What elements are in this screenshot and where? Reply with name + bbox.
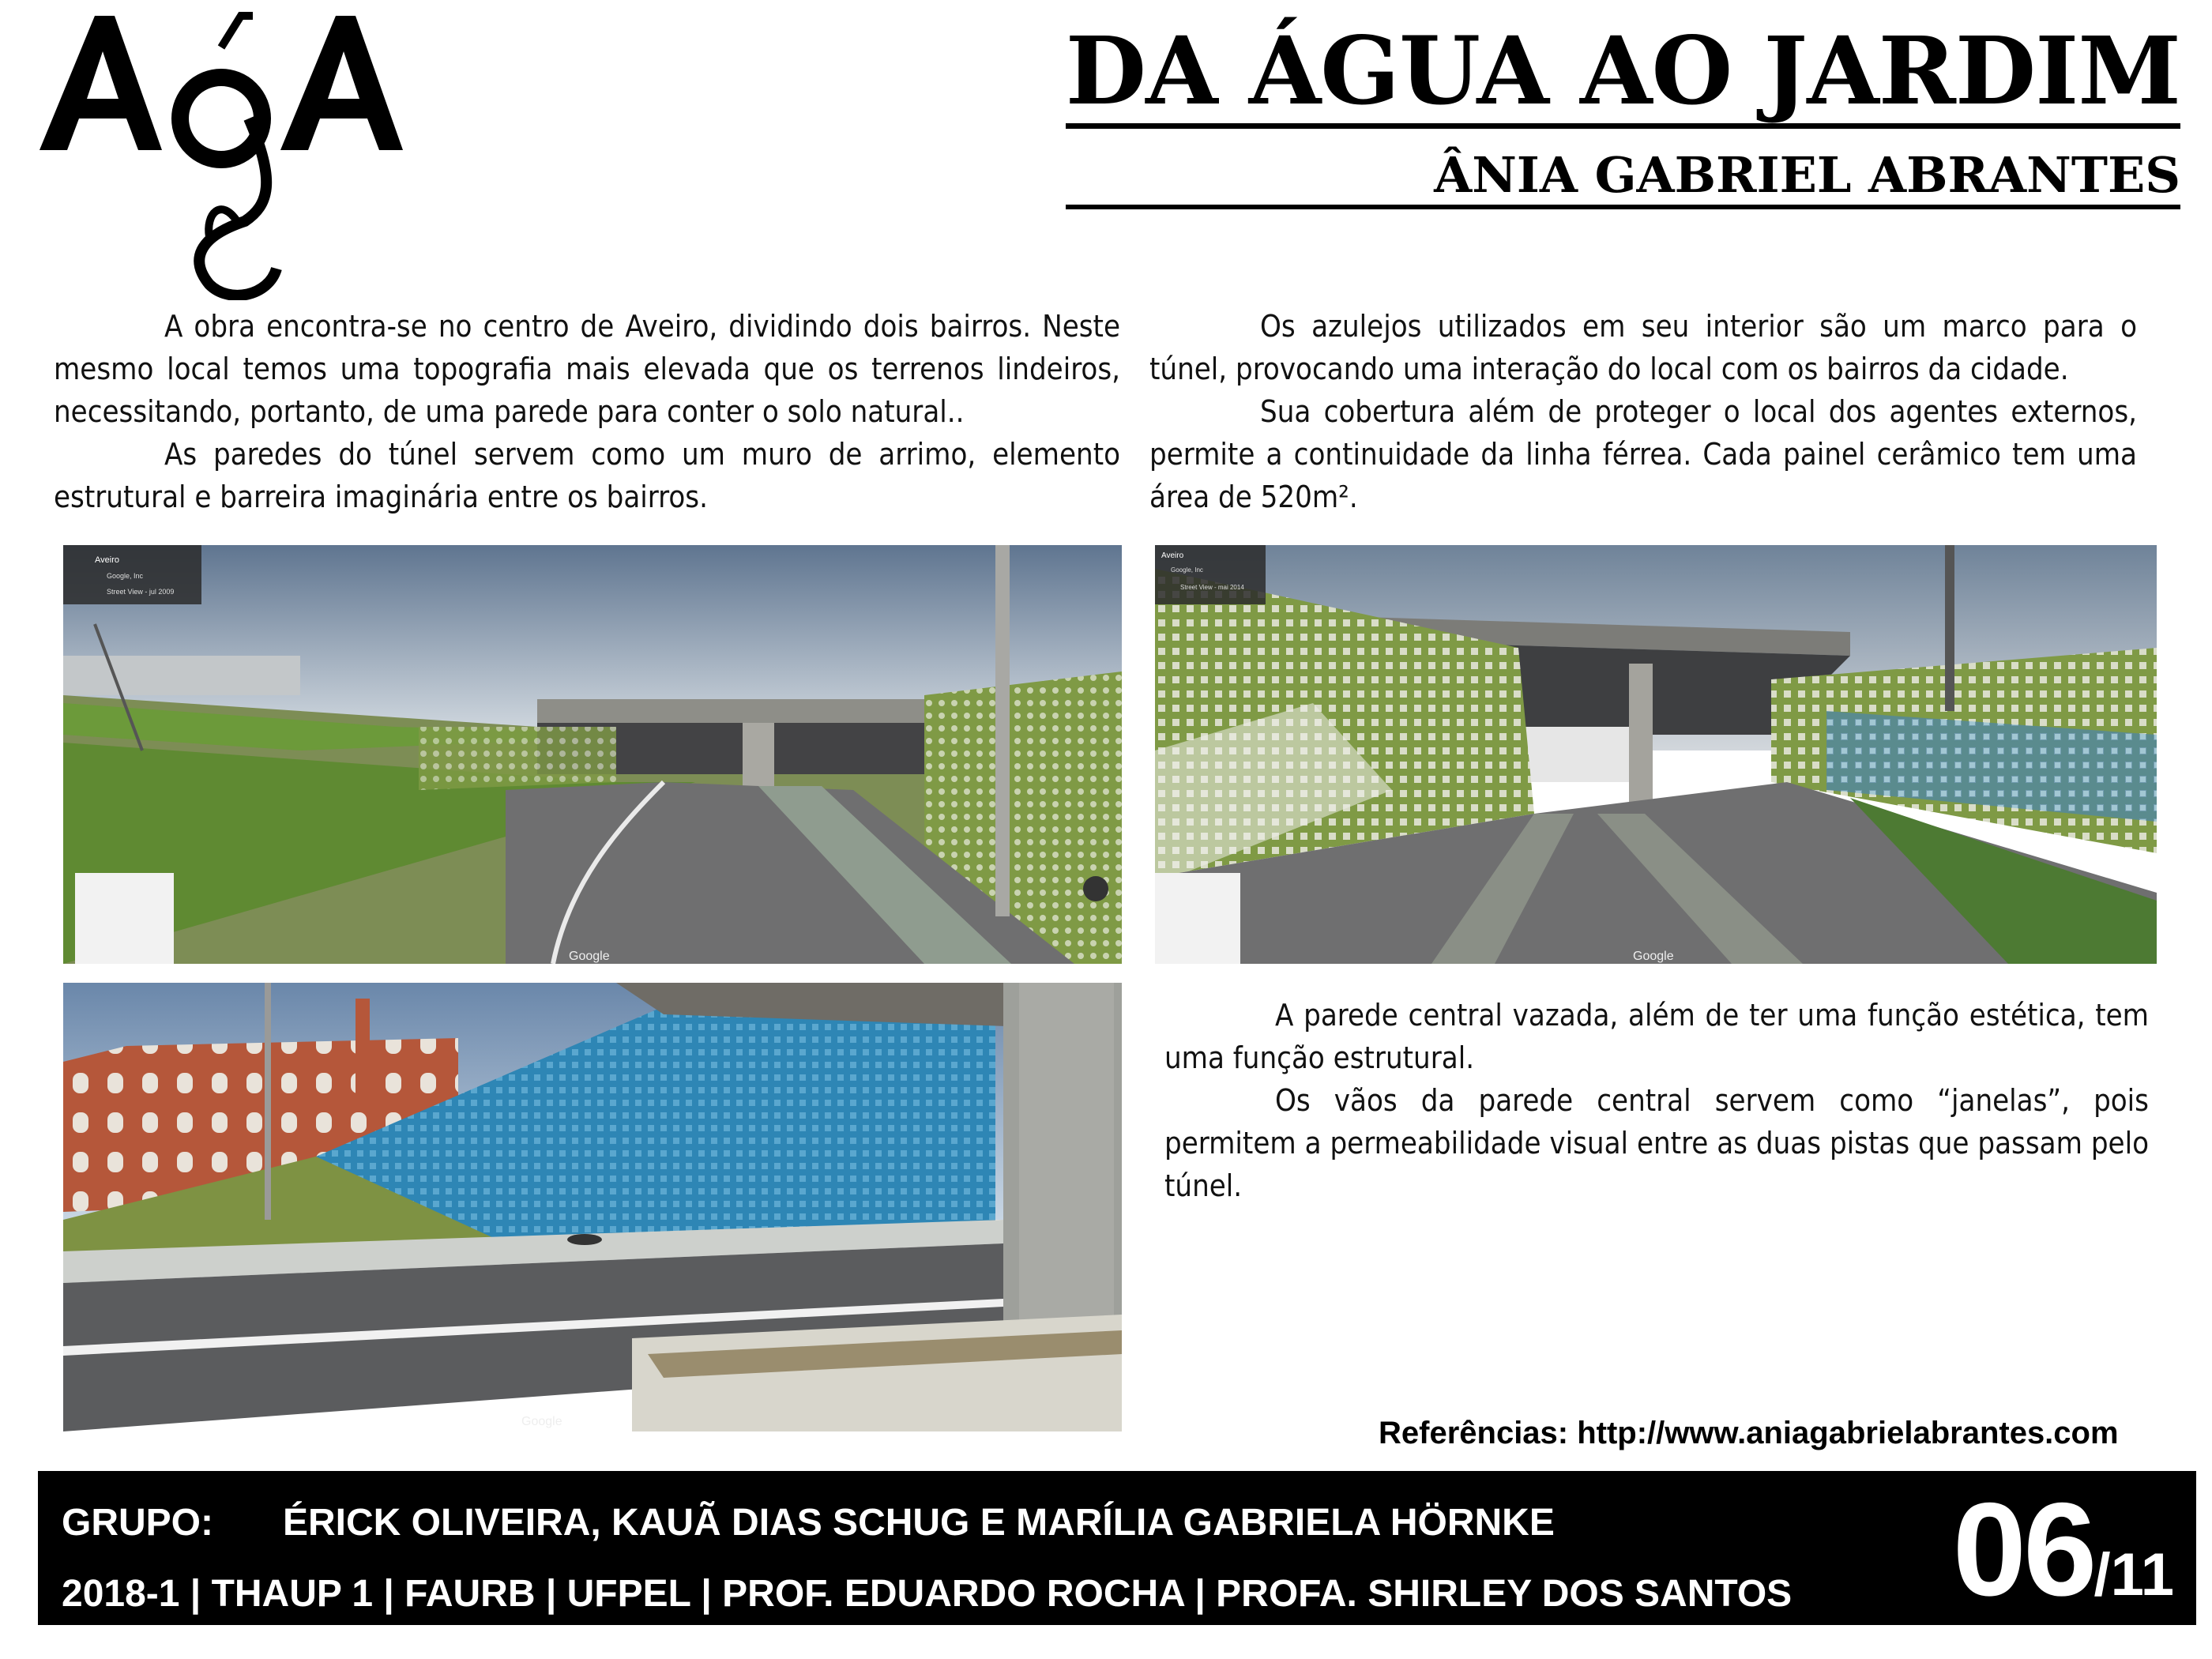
lower-right-paragraph-1: A parede central vazada, além de ter uma função estética, tem uma função estrutural. xyxy=(1164,998,2149,1075)
photo1-watermark: Google xyxy=(569,950,610,963)
photo2-org: Google, Inc xyxy=(1171,566,1203,574)
references-link[interactable]: Referências: http://www.aniagabrielabrantes.com xyxy=(1379,1416,2119,1450)
footer-bar xyxy=(38,1471,2196,1625)
photo1-date: Street View - jul 2009 xyxy=(107,588,175,596)
left-text-block xyxy=(54,305,1120,518)
course-info: 2018-1 | THAUP 1 | FAURB | UFPEL | PROF. EDUARDO ROCHA | PROFA. SHIRLEY DOS SANTOS xyxy=(62,1573,1793,1615)
right-paragraph-1: Os azulejos utilizados em seu interior são um marco para o túnel, provocando uma interação do local com os bairros da cidade. xyxy=(1149,309,2137,386)
left-paragraph-1: A obra encontra-se no centro de Aveiro, dividindo dois bairros. Neste mesmo local temos uma topografia mais elevada que os terrenos lindeiros, necessitando, portanto, de uma parede para conter o solo natural.. xyxy=(54,309,1120,429)
left-paragraph-2: As paredes do túnel servem como um muro de arrimo, elemento estrutural e barreira imaginária entre os bairros. xyxy=(54,437,1120,514)
group-row xyxy=(62,1501,1555,1544)
photo-street-view-2 xyxy=(1155,545,2157,964)
aga-logo xyxy=(40,0,403,300)
photo1-org: Google, Inc xyxy=(107,572,144,580)
header xyxy=(1065,16,2180,209)
right-paragraph-2: Sua cobertura além de proteger o local dos agentes externos, permite a continuidade da linha férrea. Cada painel cerâmico tem uma área de 520m². xyxy=(1149,394,2137,514)
street-scene-3 xyxy=(63,983,1122,1431)
lower-right-paragraph-2: Os vãos da parede central servem como “janelas”, pois permitem a permeabilidade visual entre as duas pistas que passam pelo túnel. xyxy=(1164,1083,2149,1203)
street-scene-2 xyxy=(1155,545,2157,964)
group-label: GRUPO: xyxy=(62,1502,213,1544)
page-total: /11 xyxy=(2094,1541,2174,1608)
street-scene-1 xyxy=(63,545,1122,964)
page-number xyxy=(1952,1475,2174,1642)
compass-icon[interactable] xyxy=(1083,876,1108,901)
group-names: ÉRICK OLIVEIRA, KAUÃ DIAS SCHUG E MARÍLIA GABRIELA HÖRNKE xyxy=(283,1502,1555,1544)
right-text-block xyxy=(1149,305,2137,518)
author-subtitle: ÂNIA GABRIEL ABRANTES xyxy=(1066,148,2180,209)
photo2-date: Street View - mai 2014 xyxy=(1180,584,1244,591)
photo-street-view-3 xyxy=(63,983,1122,1431)
photo2-place: Aveiro xyxy=(1161,551,1184,560)
page-current: 06 xyxy=(1952,1475,2094,1623)
page-title: DA ÁGUA AO JARDIM xyxy=(1066,24,2180,129)
minimap-thumbnail[interactable] xyxy=(75,873,174,964)
photo1-place: Aveiro xyxy=(95,555,119,565)
lower-right-text-block xyxy=(1164,994,2149,1207)
photo2-watermark: Google xyxy=(1633,950,1674,963)
photo-street-view-1 xyxy=(63,545,1122,964)
minimap-thumbnail-2[interactable] xyxy=(1155,873,1240,964)
photo3-watermark: Google xyxy=(521,1415,562,1428)
